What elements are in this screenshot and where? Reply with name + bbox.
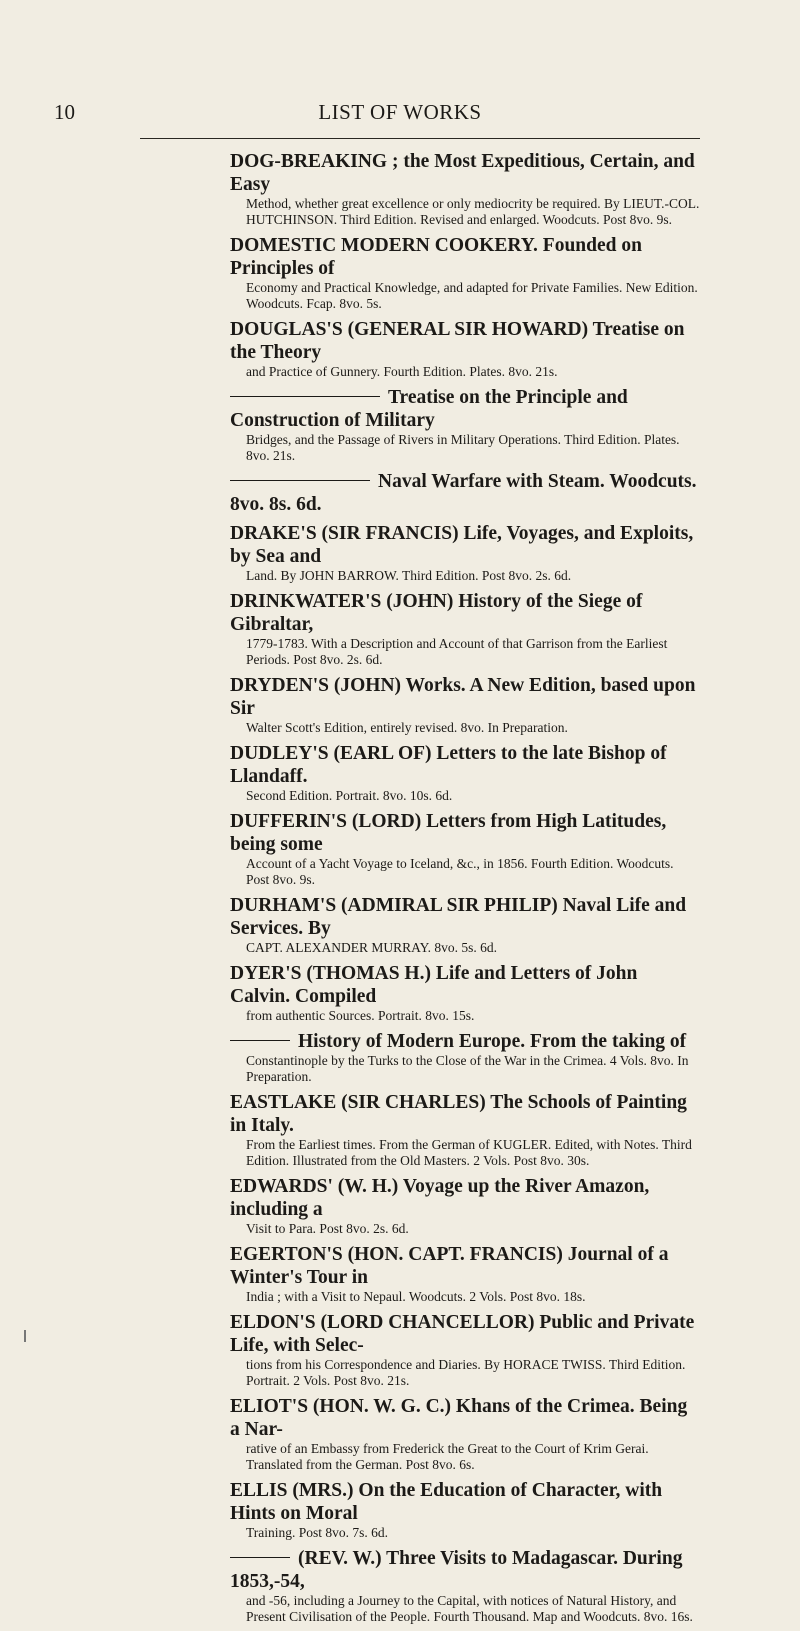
- entry-title: DOUGLAS'S (GENERAL SIR HOWARD) Treatise on the Theory: [230, 319, 685, 363]
- entry-dryden: [230, 674, 700, 736]
- entry-title: DUFFERIN'S (LORD) Letters from High Latitudes, being some: [230, 811, 667, 855]
- entry-durham: [230, 894, 700, 956]
- entry-title: EGERTON'S (HON. CAPT. FRANCIS) Journal of a Winter's Tour in: [230, 1244, 669, 1288]
- entry-detail: From the Earliest times. From the German of KUGLER. Edited, with Notes. Third Edition. Illustrated from the Old Masters. 2 Vols. Post 8vo. 30s.: [246, 1137, 692, 1168]
- entry-detail: Walter Scott's Edition, entirely revised. 8vo. In Preparation.: [246, 720, 568, 735]
- entry-eastlake: [230, 1091, 700, 1169]
- entry-title: DOG-BREAKING ; the Most Expeditious, Certain, and Easy: [230, 151, 695, 195]
- entry-drake: [230, 522, 700, 584]
- ditto-dash: [230, 396, 380, 397]
- entry-detail: India ; with a Visit to Nepaul. Woodcuts. 2 Vols. Post 8vo. 18s.: [246, 1289, 586, 1304]
- entry-title: History of Modern Europe. From the taking of: [298, 1031, 687, 1052]
- entry-edwards: [230, 1175, 700, 1237]
- entry-ellis-mrs: [230, 1479, 700, 1541]
- entry-title: DRINKWATER'S (JOHN) History of the Siege of Gibraltar,: [230, 591, 643, 635]
- entry-title: EDWARDS' (W. H.) Voyage up the River Amazon, including a: [230, 1176, 650, 1220]
- entry-detail: Training. Post 8vo. 7s. 6d.: [246, 1525, 389, 1540]
- header-rule: [140, 138, 700, 139]
- entry-domestic-cookery: [230, 234, 700, 312]
- entry-detail: Method, whether great excellence or only mediocrity be required. By LIEUT.-COL. HUTCHINSON. Third Edition. Revised and enlarged. Woodcuts. Post 8vo. 9s.: [246, 196, 700, 227]
- ditto-dash: [230, 1557, 290, 1558]
- running-head: LIST OF WORKS: [318, 100, 482, 124]
- entry-detail: Land. By JOHN BARROW. Third Edition. Post 8vo. 2s. 6d.: [246, 568, 572, 583]
- entry-detail: Account of a Yacht Voyage to Iceland, &c., in 1856. Fourth Edition. Woodcuts. Post 8vo. 9s.: [246, 856, 674, 887]
- entry-detail: and Practice of Gunnery. Fourth Edition. Plates. 8vo. 21s.: [246, 364, 558, 379]
- entry-detail: from authentic Sources. Portrait. 8vo. 15s.: [246, 1008, 475, 1023]
- catalogue-list: [230, 150, 700, 1631]
- ditto-dash: [230, 1040, 290, 1041]
- entry-douglas-bridges: [230, 386, 700, 464]
- page-number: 10: [54, 100, 75, 124]
- entry-egerton: [230, 1243, 700, 1305]
- entry-detail: Constantinople by the Turks to the Close of the War in the Crimea. 4 Vols. 8vo. In Preparation.: [246, 1053, 689, 1084]
- entry-title: ELDON'S (LORD CHANCELLOR) Public and Private Life, with Selec-: [230, 1312, 695, 1356]
- entry-detail: rative of an Embassy from Frederick the Great to the Court of Krim Gerai. Translated from the German. Post 8vo. 6s.: [246, 1441, 649, 1472]
- entry-detail: 1779-1783. With a Description and Account of that Garrison from the Earliest Periods. Post 8vo. 2s. 6d.: [246, 636, 668, 667]
- entry-title: DURHAM'S (ADMIRAL SIR PHILIP) Naval Life and Services. By: [230, 895, 687, 939]
- entry-douglas-gunnery: [230, 318, 700, 380]
- entry-dudley: [230, 742, 700, 804]
- entry-dufferin: [230, 810, 700, 888]
- entry-eldon: [230, 1311, 700, 1389]
- entry-title: DYER'S (THOMAS H.) Life and Letters of John Calvin. Compiled: [230, 963, 638, 1007]
- entry-detail: Economy and Practical Knowledge, and adapted for Private Families. New Edition. Woodcuts. Fcap. 8vo. 5s.: [246, 280, 698, 311]
- entry-dyer-calvin: [230, 962, 700, 1024]
- entry-title: DRAKE'S (SIR FRANCIS) Life, Voyages, and Exploits, by Sea and: [230, 523, 694, 567]
- entry-detail: CAPT. ALEXANDER MURRAY. 8vo. 5s. 6d.: [246, 940, 498, 955]
- ditto-dash: [230, 480, 370, 481]
- entry-douglas-naval: [230, 470, 700, 516]
- entry-title: (REV. W.) Three Visits to Madagascar. During 1853,-54,: [230, 1548, 683, 1592]
- entry-dog-breaking: [230, 150, 700, 228]
- entry-ellis-rev: [230, 1547, 700, 1625]
- entry-title: Naval Warfare with Steam. Woodcuts. 8vo. 8s. 6d.: [230, 471, 697, 515]
- entry-title: DRYDEN'S (JOHN) Works. A New Edition, based upon Sir: [230, 675, 696, 719]
- entry-title: Treatise on the Principle and Construction of Military: [230, 387, 628, 431]
- entry-title: ELLIS (MRS.) On the Education of Character, with Hints on Moral: [230, 1480, 663, 1524]
- entry-title: ELIOT'S (HON. W. G. C.) Khans of the Crimea. Being a Nar-: [230, 1396, 688, 1440]
- entry-detail: tions from his Correspondence and Diaries. By HORACE TWISS. Third Edition. Portrait. 2 Vols. Post 8vo. 21s.: [246, 1357, 686, 1388]
- entry-title: EASTLAKE (SIR CHARLES) The Schools of Painting in Italy.: [230, 1092, 687, 1136]
- entry-detail: Second Edition. Portrait. 8vo. 10s. 6d.: [246, 788, 453, 803]
- entry-detail: Visit to Para. Post 8vo. 2s. 6d.: [246, 1221, 409, 1236]
- entry-eliot: [230, 1395, 700, 1473]
- margin-mark: [24, 1330, 26, 1342]
- entry-title: DOMESTIC MODERN COOKERY. Founded on Principles of: [230, 235, 642, 279]
- entry-dyer-europe: [230, 1030, 700, 1085]
- entry-detail: and -56, including a Journey to the Capital, with notices of Natural History, and Present Civilisation of the People. Fourth Thousand. Map and Woodcuts. 8vo. 16s.: [246, 1593, 693, 1624]
- entry-drinkwater: [230, 590, 700, 668]
- entry-detail: Bridges, and the Passage of Rivers in Military Operations. Third Edition. Plates. 8vo. 21s.: [246, 432, 680, 463]
- entry-title: DUDLEY'S (EARL OF) Letters to the late Bishop of Llandaff.: [230, 743, 667, 787]
